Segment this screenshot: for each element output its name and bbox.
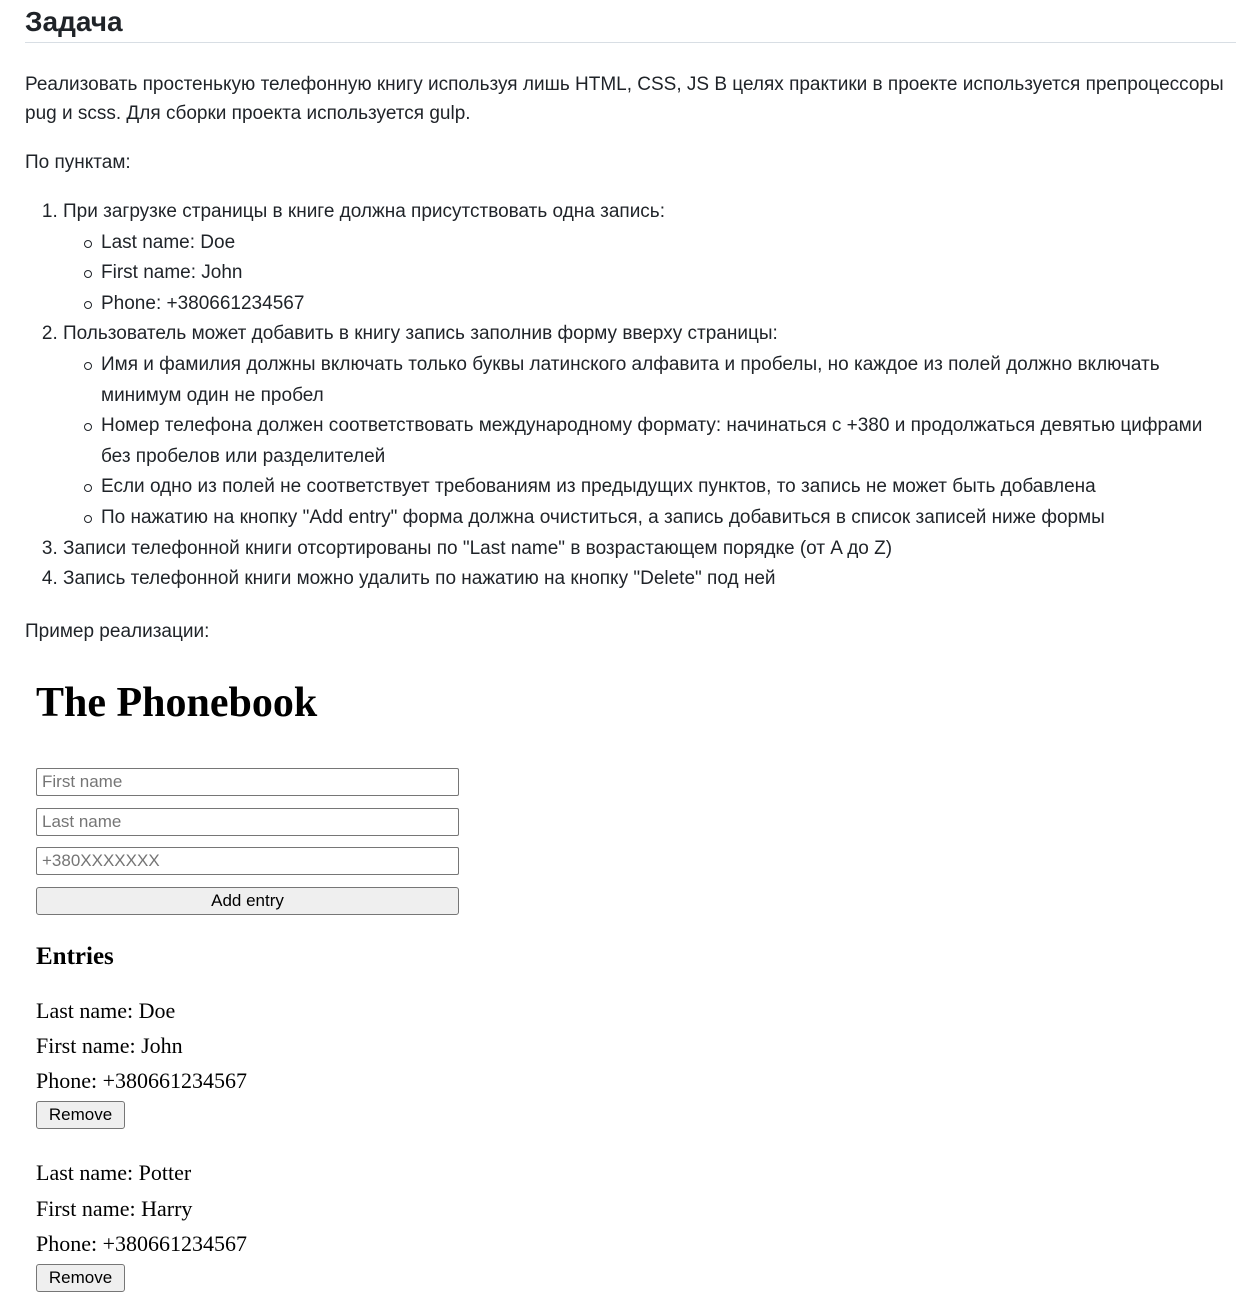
phonebook-example-screenshot xyxy=(36,676,496,1292)
remove-entry-button[interactable]: Remove xyxy=(36,1264,125,1292)
task-subitem: Last name: Doe xyxy=(101,228,1236,259)
task-item xyxy=(63,564,1236,595)
task-item-text: Пользователь может добавить в книгу запись заполнив форму вверху страницы: xyxy=(63,323,778,345)
task-item-text: Запись телефонной книги можно удалить по нажатию на кнопку "Delete" под ней xyxy=(63,568,776,590)
task-heading: Задача xyxy=(25,0,1236,43)
task-subitem: Phone: +380661234567 xyxy=(101,289,1236,320)
task-subitem: Номер телефона должен соответствовать международному формату: начинаться с +380 и продолжаться девятью цифрами без пробелов или разделителей xyxy=(101,411,1236,472)
entry-last-name: Last name: Potter xyxy=(36,1160,192,1186)
entry-first-name: First name: John xyxy=(36,1032,183,1058)
phone-input[interactable] xyxy=(36,847,459,875)
task-subitem: First name: John xyxy=(101,258,1236,289)
last-name-input[interactable] xyxy=(36,808,459,836)
points-label: По пунктам: xyxy=(25,152,131,173)
add-entry-form xyxy=(36,768,496,915)
task-subitem: Если одно из полей не соответствует требованиям из предыдущих пунктов, то запись не может быть добавлена xyxy=(101,472,1236,503)
readme-content xyxy=(25,0,1236,646)
task-sublist xyxy=(63,228,1236,320)
entry-last-name: Last name: Doe xyxy=(36,997,176,1023)
task-item xyxy=(63,534,1236,565)
task-item xyxy=(63,319,1236,533)
entry-card xyxy=(36,993,496,1130)
entry-card xyxy=(36,1155,496,1292)
entry-phone: Phone: +380661234567 xyxy=(36,1068,248,1094)
task-list xyxy=(25,197,1236,595)
task-sublist xyxy=(63,350,1236,534)
remove-entry-button[interactable]: Remove xyxy=(36,1101,125,1129)
entry-phone: Phone: +380661234567 xyxy=(36,1230,248,1256)
entry-first-name: First name: Harry xyxy=(36,1195,193,1221)
first-name-input[interactable] xyxy=(36,768,459,796)
task-intro: Реализовать простенькую телефонную книгу используя лишь HTML, CSS, JS В целях практики в проекте используется препроцессоры pug и scss. Для сборки проекта используется gulp. xyxy=(25,74,1224,124)
entries-heading: Entries xyxy=(36,942,114,970)
task-item xyxy=(63,197,1236,319)
add-entry-button[interactable]: Add entry xyxy=(36,887,459,915)
task-subitem: По нажатию на кнопку "Add entry" форма должна очиститься, а запись добавиться в список записей ниже формы xyxy=(101,503,1236,534)
task-subitem: Имя и фамилия должны включать только буквы латинского алфавита и пробелы, но каждое из полей должно включать минимум один не пробел xyxy=(101,350,1236,411)
example-label: Пример реализации: xyxy=(25,620,210,642)
task-item-text: Записи телефонной книги отсортированы по "Last name" в возрастающем порядке (от A до Z) xyxy=(63,537,893,559)
phonebook-title: The Phonebook xyxy=(36,680,318,726)
task-item-text: При загрузке страницы в книге должна присутствовать одна запись: xyxy=(63,201,665,222)
